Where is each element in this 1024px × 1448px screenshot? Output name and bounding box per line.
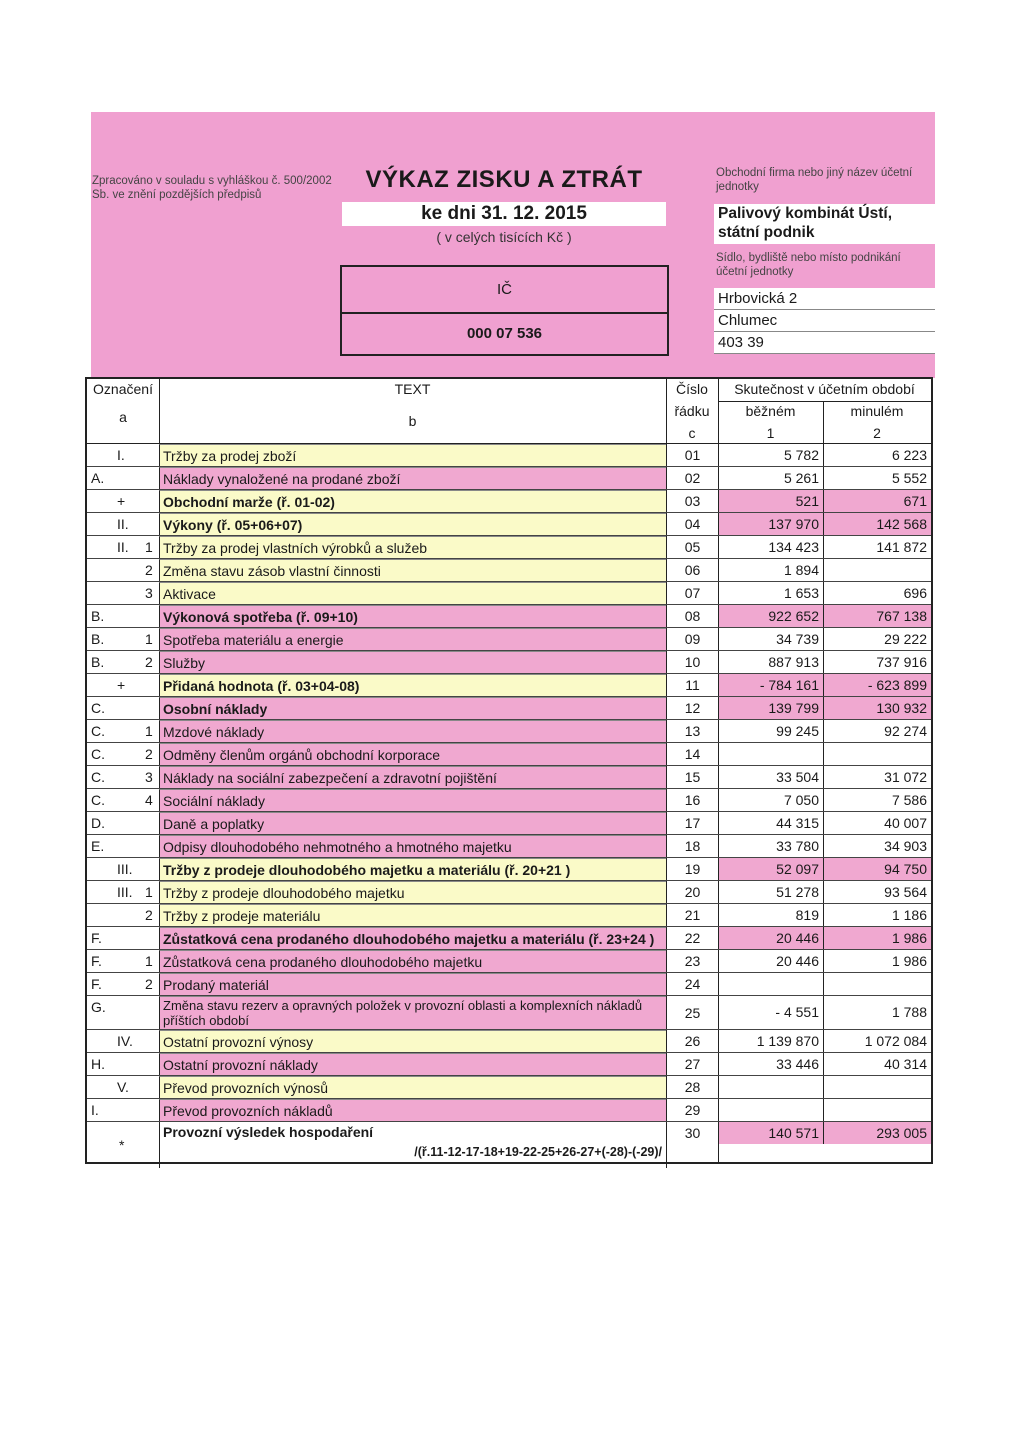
row-previous-value: 93 564 [823, 881, 931, 903]
row-current-value [718, 1099, 823, 1121]
row-code [87, 881, 159, 904]
table-row [87, 927, 931, 950]
row-previous-value [823, 973, 931, 995]
row-text: Náklady na sociální zabezpečení a zdravotní pojištění [159, 766, 666, 788]
table-row [87, 697, 931, 720]
row-line-number: 12 [666, 697, 718, 720]
row-line-number: 06 [666, 559, 718, 582]
table-row [87, 490, 931, 513]
row-roman: II. [117, 539, 129, 555]
row-line-number: 02 [666, 467, 718, 490]
col-values-header: Skutečnost v účetním období [734, 381, 915, 397]
row-previous-value: 141 872 [823, 536, 931, 558]
table-row [87, 1076, 931, 1099]
table-row [87, 513, 931, 536]
total-label: Provozní výsledek hospodaření [163, 1124, 374, 1140]
row-roman: I. [117, 447, 125, 463]
row-letter: G. [91, 999, 106, 1015]
row-number: 1 [145, 953, 153, 969]
row-line-number: 19 [666, 858, 718, 881]
row-code [87, 1030, 159, 1053]
row-previous-value [823, 1076, 931, 1098]
row-line-number: 25 [666, 996, 718, 1030]
row-line-number: 26 [666, 1030, 718, 1053]
row-code [87, 467, 159, 490]
row-line-number: 17 [666, 812, 718, 835]
address-zip: 403 39 [714, 332, 935, 354]
row-text: Obchodní marže (ř. 01-02) [159, 490, 666, 512]
table-row [87, 996, 931, 1030]
row-current-value: 33 780 [718, 835, 823, 857]
row-letter: E. [91, 838, 105, 854]
header-divider [718, 401, 931, 402]
table-row [87, 444, 931, 467]
firm-label: Obchodní firma nebo jiný název účetní jednotky [716, 167, 913, 193]
row-previous-value: 31 072 [823, 766, 931, 788]
row-text: Prodaný materiál [159, 973, 666, 995]
row-previous-value [823, 743, 931, 765]
row-text: Změna stavu zásob vlastní činnosti [159, 559, 666, 581]
row-current-value: 34 739 [718, 628, 823, 650]
col-previous-sub: 2 [873, 425, 881, 441]
col-current-header: běžném [745, 403, 796, 419]
row-text: Osobní náklady [159, 697, 666, 719]
row-text: Aktivace [159, 582, 666, 604]
row-letter: F. [91, 976, 102, 992]
table-row [87, 973, 931, 996]
row-previous-value: 767 138 [823, 605, 931, 627]
row-code [87, 582, 159, 605]
total-current-value: 140 571 [718, 1122, 823, 1144]
row-current-value: 33 446 [718, 1053, 823, 1075]
row-number: 1 [145, 723, 153, 739]
col-text-sub: b [408, 413, 417, 429]
row-line-number: 05 [666, 536, 718, 559]
col-previous-header: minulém [850, 403, 904, 419]
row-line-number: 10 [666, 651, 718, 674]
row-code [87, 835, 159, 858]
row-text: Tržby za prodej vlastních výrobků a služeb [159, 536, 666, 558]
row-text: Zůstatková cena prodaného dlouhodobého majetku a materiálu (ř. 23+24 ) [159, 927, 666, 949]
row-text: Spotřeba materiálu a energie [159, 628, 666, 650]
income-statement-table [85, 377, 933, 1164]
row-previous-value [823, 1099, 931, 1121]
row-current-value: 5 782 [718, 444, 823, 466]
table-row [87, 835, 931, 858]
row-current-value: 5 261 [718, 467, 823, 489]
row-letter: C. [91, 700, 105, 716]
total-line-number: 30 [666, 1122, 718, 1168]
row-number: 2 [145, 907, 153, 923]
row-line-number: 28 [666, 1076, 718, 1099]
row-text: Tržby z prodeje dlouhodobého majetku a materiálu (ř. 20+21 ) [159, 858, 666, 880]
row-letter: B. [91, 654, 105, 670]
row-previous-value: 94 750 [823, 858, 931, 880]
row-code [87, 605, 159, 628]
row-code [87, 996, 159, 1030]
row-current-value: 20 446 [718, 950, 823, 972]
row-text: Sociální náklady [159, 789, 666, 811]
row-line-number: 29 [666, 1099, 718, 1122]
row-code [87, 628, 159, 651]
row-code [87, 950, 159, 973]
address-city: Chlumec [714, 310, 935, 332]
row-line-number: 22 [666, 927, 718, 950]
col-line-header-2: řádku [674, 403, 710, 419]
row-code [87, 789, 159, 812]
row-code [87, 513, 159, 536]
row-letter: D. [91, 815, 105, 831]
table-row [87, 536, 931, 559]
row-line-number: 03 [666, 490, 718, 513]
firm-name-line-1: Palivový kombinát Ústí, [718, 205, 892, 222]
row-previous-value: 142 568 [823, 513, 931, 535]
table-row [87, 582, 931, 605]
report-title: VÝKAZ ZISKU A ZTRÁT [365, 166, 643, 193]
row-previous-value: 130 932 [823, 697, 931, 719]
row-previous-value: - 623 899 [823, 674, 931, 696]
row-previous-value: 34 903 [823, 835, 931, 857]
row-line-number: 08 [666, 605, 718, 628]
row-number: 4 [145, 792, 153, 808]
row-text: Tržby za prodej zboží [159, 444, 666, 466]
header-divider-vertical [823, 401, 824, 443]
row-line-number: 13 [666, 720, 718, 743]
total-previous-value: 293 005 [823, 1122, 931, 1144]
row-text: Převod provozních výnosů [159, 1076, 666, 1098]
row-text: Tržby z prodeje materiálu [159, 904, 666, 926]
row-code [87, 927, 159, 950]
col-line-header: Číslo [676, 381, 708, 397]
row-previous-value: 29 222 [823, 628, 931, 650]
row-current-value [718, 743, 823, 765]
row-text: Ostatní provozní náklady [159, 1053, 666, 1075]
row-roman: II. [117, 516, 129, 532]
row-letter: B. [91, 631, 105, 647]
report-date: ke dni 31. 12. 2015 [342, 202, 666, 226]
row-previous-value: 7 586 [823, 789, 931, 811]
row-current-value: 887 913 [718, 651, 823, 673]
row-current-value [718, 973, 823, 995]
row-code [87, 1099, 159, 1122]
row-line-number: 16 [666, 789, 718, 812]
row-text: Služby [159, 651, 666, 673]
row-text: Náklady vynaložené na prodané zboží [159, 467, 666, 489]
row-previous-value: 671 [823, 490, 931, 512]
row-previous-value: 696 [823, 582, 931, 604]
row-text: Výkonová spotřeba (ř. 09+10) [159, 605, 666, 627]
row-roman: III. [117, 861, 133, 877]
row-line-number: 14 [666, 743, 718, 766]
table-row [87, 858, 931, 881]
row-text: Mzdové náklady [159, 720, 666, 742]
row-number: 1 [145, 539, 153, 555]
table-row [87, 674, 931, 697]
row-line-number: 24 [666, 973, 718, 996]
row-letter: C. [91, 792, 105, 808]
row-number: 3 [145, 585, 153, 601]
row-code [87, 858, 159, 881]
row-number: 1 [145, 884, 153, 900]
row-code [87, 651, 159, 674]
firm-name [714, 204, 935, 244]
row-roman: + [117, 677, 126, 693]
row-previous-value: 1 986 [823, 927, 931, 949]
table-row [87, 1099, 931, 1122]
col-text-header: TEXT [394, 381, 431, 397]
row-letter: A. [91, 470, 105, 486]
table-row [87, 904, 931, 927]
row-previous-value: 40 314 [823, 1053, 931, 1075]
row-current-value [718, 1076, 823, 1098]
ic-label: IČ [342, 267, 667, 314]
row-roman: + [117, 493, 126, 509]
table-row [87, 881, 931, 904]
table-row [87, 1053, 931, 1076]
row-number: 2 [145, 976, 153, 992]
row-line-number: 18 [666, 835, 718, 858]
row-previous-value: 1 186 [823, 904, 931, 926]
table-row [87, 1030, 931, 1053]
row-line-number: 09 [666, 628, 718, 651]
row-text: Odměny členům orgánů obchodní korporace [159, 743, 666, 765]
table-row [87, 743, 931, 766]
row-current-value: 819 [718, 904, 823, 926]
row-current-value: 134 423 [718, 536, 823, 558]
row-letter: F. [91, 953, 102, 969]
ic-box [340, 265, 669, 356]
row-current-value: 1 653 [718, 582, 823, 604]
row-roman: V. [117, 1079, 129, 1095]
row-line-number: 20 [666, 881, 718, 904]
row-text: Přidaná hodnota (ř. 03+04-08) [159, 674, 666, 696]
total-code: * [119, 1137, 125, 1153]
row-line-number: 01 [666, 444, 718, 467]
row-code [87, 720, 159, 743]
row-letter: B. [91, 608, 105, 624]
row-code [87, 1053, 159, 1076]
row-roman: III. [117, 884, 133, 900]
row-previous-value: 737 916 [823, 651, 931, 673]
row-line-number: 11 [666, 674, 718, 697]
seat-label: Sídlo, bydliště nebo místo podnikání účetní jednotky [716, 252, 901, 278]
row-current-value: - 784 161 [718, 674, 823, 696]
row-text: Daně a poplatky [159, 812, 666, 834]
row-current-value: 20 446 [718, 927, 823, 949]
row-code [87, 536, 159, 559]
total-text [159, 1122, 666, 1168]
row-text: Tržby z prodeje dlouhodobého majetku [159, 881, 666, 903]
table-row [87, 628, 931, 651]
table-row [87, 605, 931, 628]
table-row [87, 950, 931, 973]
row-current-value: 44 315 [718, 812, 823, 834]
row-current-value: 1 139 870 [718, 1030, 823, 1052]
table-row [87, 559, 931, 582]
row-previous-value: 1 986 [823, 950, 931, 972]
row-text: Výkony (ř. 05+06+07) [159, 513, 666, 535]
row-line-number: 04 [666, 513, 718, 536]
row-current-value: 922 652 [718, 605, 823, 627]
row-letter: C. [91, 769, 105, 785]
total-formula: /(ř.11-12-17-18+19-22-25+26-27+(-28)-(-29)/ [414, 1145, 662, 1159]
row-code [87, 559, 159, 582]
row-letter: F. [91, 930, 102, 946]
row-current-value: 139 799 [718, 697, 823, 719]
row-current-value: 51 278 [718, 881, 823, 903]
row-code [87, 812, 159, 835]
row-text: Zůstatková cena prodaného dlouhodobého majetku [159, 950, 666, 972]
table-row [87, 467, 931, 490]
row-previous-value [823, 559, 931, 581]
col-current-sub: 1 [766, 425, 775, 441]
row-line-number: 27 [666, 1053, 718, 1076]
row-text: Převod provozních nákladů [159, 1099, 666, 1121]
ic-value: 000 07 536 [466, 325, 543, 342]
row-number: 3 [145, 769, 153, 785]
row-previous-value: 1 788 [823, 996, 931, 1029]
col-line-sub: c [688, 425, 696, 441]
row-number: 2 [145, 562, 153, 578]
row-current-value: 137 970 [718, 513, 823, 535]
row-code [87, 444, 159, 467]
row-current-value: - 4 551 [718, 996, 823, 1029]
row-letter: C. [91, 746, 105, 762]
table-row [87, 651, 931, 674]
row-current-value: 33 504 [718, 766, 823, 788]
table-row [87, 789, 931, 812]
row-line-number: 15 [666, 766, 718, 789]
row-previous-value: 40 007 [823, 812, 931, 834]
row-code [87, 490, 159, 513]
total-row [87, 1122, 931, 1168]
row-text: Odpisy dlouhodobého nehmotného a hmotného majetku [159, 835, 666, 857]
row-number: 1 [145, 631, 153, 647]
row-line-number: 23 [666, 950, 718, 973]
units-note: ( v celých tisících Kč ) [436, 229, 572, 245]
table-row [87, 766, 931, 789]
row-code [87, 766, 159, 789]
firm-name-line-2: státní podnik [718, 224, 815, 241]
row-previous-value: 1 072 084 [823, 1030, 931, 1052]
table-row [87, 720, 931, 743]
row-number: 2 [145, 654, 153, 670]
row-code [87, 674, 159, 697]
row-current-value: 52 097 [718, 858, 823, 880]
row-previous-value: 5 552 [823, 467, 931, 489]
row-line-number: 07 [666, 582, 718, 605]
row-text: Ostatní provozní výnosy [159, 1030, 666, 1052]
row-code [87, 743, 159, 766]
row-current-value: 7 050 [718, 789, 823, 811]
row-letter: C. [91, 723, 105, 739]
col-code-sub: a [119, 409, 127, 425]
row-code [87, 697, 159, 720]
row-letter: H. [91, 1056, 105, 1072]
row-previous-value: 6 223 [823, 444, 931, 466]
row-code [87, 904, 159, 927]
address-street: Hrbovická 2 [714, 288, 935, 310]
row-letter: I. [91, 1102, 99, 1118]
row-code [87, 1076, 159, 1099]
table-row [87, 812, 931, 835]
row-previous-value: 92 274 [823, 720, 931, 742]
row-code [87, 973, 159, 996]
row-roman: IV. [117, 1033, 133, 1049]
row-current-value: 521 [718, 490, 823, 512]
row-current-value: 1 894 [718, 559, 823, 581]
regulation-note: Zpracováno v souladu s vyhláškou č. 500/2002 Sb. ve znění pozdějších předpisů [92, 175, 332, 201]
row-number: 2 [145, 746, 153, 762]
col-code-header: Označení [93, 381, 153, 397]
row-current-value: 99 245 [718, 720, 823, 742]
row-text: Změna stavu rezerv a opravných položek v provozní oblasti a komplexních nákladů příštích období [159, 996, 666, 1029]
row-line-number: 21 [666, 904, 718, 927]
